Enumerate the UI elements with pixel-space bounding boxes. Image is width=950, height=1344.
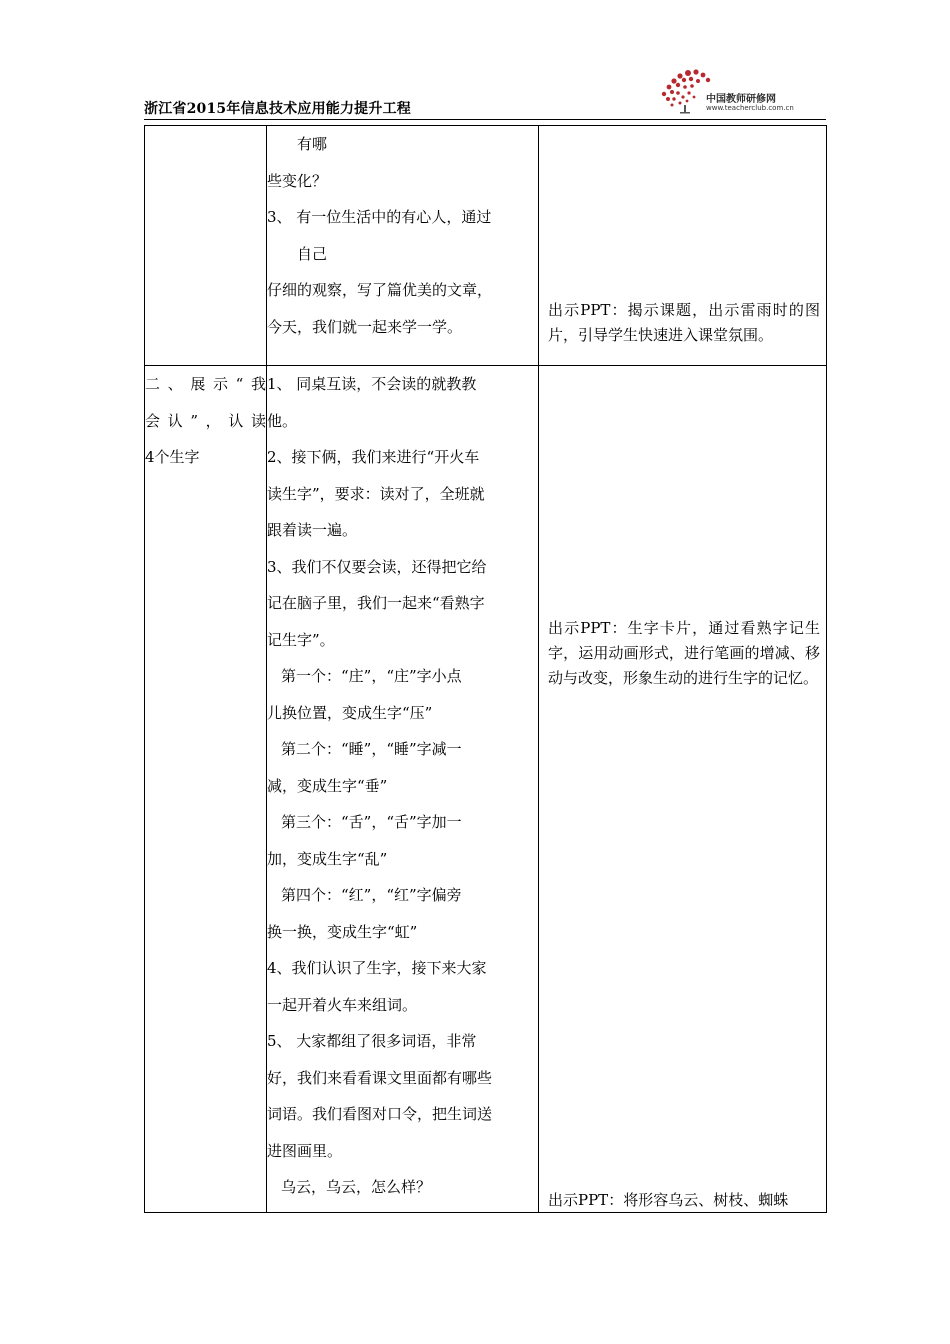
lesson-plan-table [144,125,827,1213]
activity-line: 换一换，变成生字“虹” [267,922,418,941]
activity-line: 减，变成生字“垂” [267,776,388,795]
activity-cell [267,126,539,366]
activity-line: 有哪 [297,135,328,153]
activity-line: 些变化？ [267,171,328,190]
activity-line: 2、接下俩，我们来进行“开火车 [267,448,480,466]
activity-line: 3、 有一位生活中的有心人，通过 [267,208,492,226]
table-row [145,366,827,1213]
activity-line: 跟着读一遍。 [267,521,358,539]
logo-chinese-name: 中国教师研修网 [706,94,776,105]
note-cell [539,366,827,1213]
activity-line: 词语。我们看图对口令，把生词送 [267,1105,493,1123]
ppt-note: 出示PPT：揭示课题，出示雷雨时的图片，引导学生快速进入课堂氛围。 [548,301,820,344]
stage-cell [145,126,267,366]
activity-line: 读生字”，要求：读对了，全班就 [267,484,485,503]
logo-url: www.teacherclub.com.cn [706,104,794,112]
header-divider [144,119,826,120]
activity-line: 记在脑子里，我们一起来“看熟字 [267,594,485,612]
activity-line: 5、 大家都组了很多词语，非常 [267,1032,477,1050]
stage-cell [145,366,267,1213]
activity-line: 第二个：“睡”，“睡”字减一 [281,740,462,758]
activity-line: 乌云，乌云，怎么样？ [281,1178,432,1196]
ppt-note: 出示PPT：生字卡片，通过看熟字记生字，运用动画形式，进行笔画的增减、移动与改变，形象生动的进行生字的记忆。 [548,619,820,687]
table-row [145,126,827,366]
activity-line: 记生字”。 [267,630,335,649]
activity-line: 自己 [297,244,328,263]
activity-line: 1、 同桌互读，不会读的就教教 [267,375,477,393]
stage-line: 二、展示“我 [145,375,266,393]
activity-line: 第四个：“红”，“红”字偏旁 [281,886,462,904]
activity-line: 4、我们认识了生字，接下来大家 [267,959,487,977]
ppt-note: 出示PPT：将形容乌云、树枝、蜘蛛 [548,1191,789,1209]
stage-line: 4个生字 [145,448,200,466]
activity-line: 好，我们来看看课文里面都有哪些 [267,1068,493,1087]
header-title: 浙江省2015年信息技术应用能力提升工程 [144,101,411,117]
activity-line: 3、我们不仅要会读，还得把它给 [267,557,487,576]
activity-line: 儿换位置，变成生字“压” [267,703,433,722]
activity-line: 第一个：“庄”，“庄”字小点 [281,667,462,685]
activity-line: 仔细的观察，写了篇优美的文章， [267,281,493,299]
activity-line: 加，变成生字“乱” [267,849,388,868]
activity-line: 今天，我们就一起来学一学。 [267,317,463,336]
stage-line: 会认”，认读 [145,411,266,430]
activity-cell [267,366,539,1213]
activity-line: 他。 [267,411,298,430]
activity-line: 第三个：“舌”，“舌”字加一 [281,813,462,831]
activity-line: 一起开着火车来组词。 [267,995,418,1014]
activity-line: 进图画里。 [267,1141,343,1160]
note-cell [539,126,827,366]
